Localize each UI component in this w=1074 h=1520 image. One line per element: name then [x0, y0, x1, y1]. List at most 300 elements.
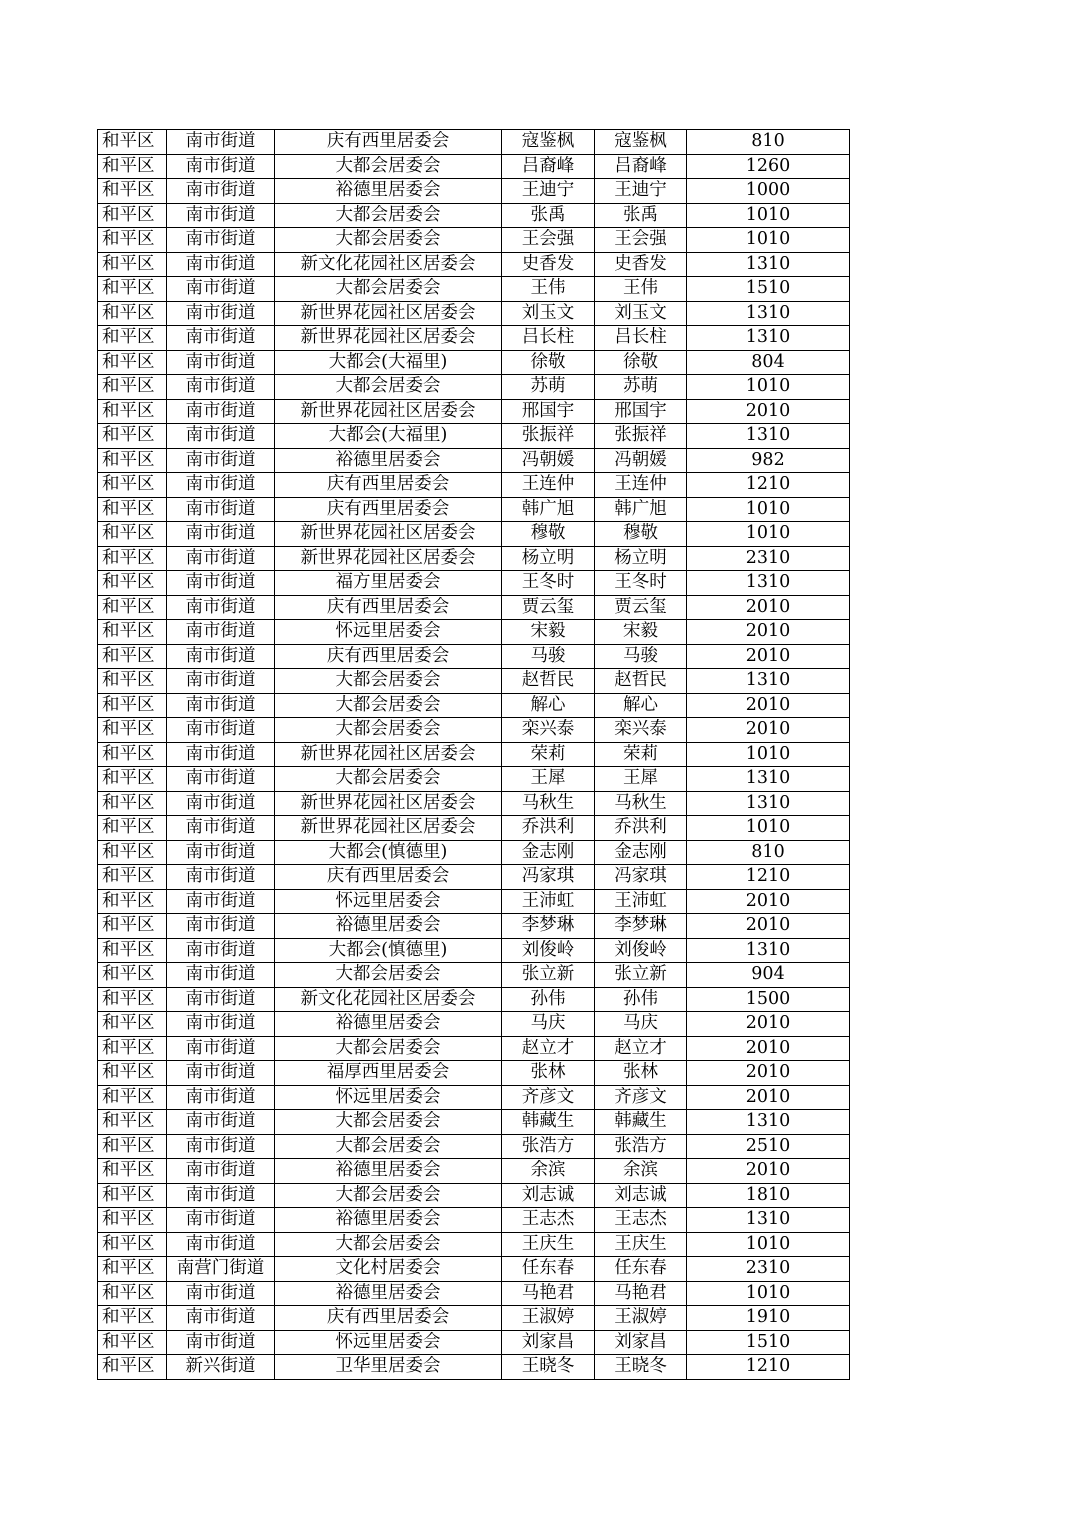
district-cell: 和平区 [98, 301, 167, 326]
street-cell: 南市街道 [167, 644, 275, 669]
name-cell: 王迪宁 [502, 179, 595, 204]
amount-cell: 2010 [687, 595, 850, 620]
community-cell: 大都会居委会 [275, 767, 502, 792]
table-row [98, 914, 850, 939]
district-cell: 和平区 [98, 1085, 167, 1110]
community-cell: 新世界花园社区居委会 [275, 816, 502, 841]
amount-cell: 2310 [687, 546, 850, 571]
recipient-cell: 赵立才 [595, 1036, 687, 1061]
district-cell: 和平区 [98, 375, 167, 400]
community-cell: 裕德里居委会 [275, 1159, 502, 1184]
district-cell: 和平区 [98, 473, 167, 498]
name-cell: 王淑婷 [502, 1306, 595, 1331]
community-cell: 怀远里居委会 [275, 1085, 502, 1110]
table-row [98, 546, 850, 571]
district-cell: 和平区 [98, 816, 167, 841]
recipient-cell: 吕长柱 [595, 326, 687, 351]
name-cell: 赵立才 [502, 1036, 595, 1061]
amount-cell: 2010 [687, 914, 850, 939]
recipient-cell: 余滨 [595, 1159, 687, 1184]
district-cell: 和平区 [98, 1159, 167, 1184]
district-cell: 和平区 [98, 546, 167, 571]
name-cell: 余滨 [502, 1159, 595, 1184]
name-cell: 韩广旭 [502, 497, 595, 522]
community-cell: 大都会居委会 [275, 203, 502, 228]
amount-cell: 2010 [687, 399, 850, 424]
name-cell: 马庆 [502, 1012, 595, 1037]
name-cell: 苏萌 [502, 375, 595, 400]
name-cell: 王伟 [502, 277, 595, 302]
amount-cell: 2010 [687, 620, 850, 645]
name-cell: 王志杰 [502, 1208, 595, 1233]
district-cell: 和平区 [98, 1257, 167, 1282]
street-cell: 南市街道 [167, 326, 275, 351]
amount-cell: 1010 [687, 742, 850, 767]
community-cell: 新世界花园社区居委会 [275, 546, 502, 571]
community-cell: 庆有西里居委会 [275, 865, 502, 890]
street-cell: 南市街道 [167, 620, 275, 645]
name-cell: 穆敬 [502, 522, 595, 547]
district-cell: 和平区 [98, 1306, 167, 1331]
street-cell: 新兴街道 [167, 1355, 275, 1380]
district-cell: 和平区 [98, 865, 167, 890]
recipient-cell: 邢国宇 [595, 399, 687, 424]
table-row [98, 767, 850, 792]
table-row [98, 350, 850, 375]
recipient-cell: 赵哲民 [595, 669, 687, 694]
recipient-cell: 冯家琪 [595, 865, 687, 890]
amount-cell: 1010 [687, 1232, 850, 1257]
name-cell: 金志刚 [502, 840, 595, 865]
name-cell: 徐敬 [502, 350, 595, 375]
district-cell: 和平区 [98, 1330, 167, 1355]
recipient-cell: 刘志诚 [595, 1183, 687, 1208]
name-cell: 宋毅 [502, 620, 595, 645]
table-row [98, 522, 850, 547]
amount-cell: 1510 [687, 1330, 850, 1355]
name-cell: 寇鉴枫 [502, 130, 595, 155]
community-cell: 大都会居委会 [275, 277, 502, 302]
amount-cell: 1910 [687, 1306, 850, 1331]
community-cell: 怀远里居委会 [275, 1330, 502, 1355]
amount-cell: 1310 [687, 424, 850, 449]
street-cell: 南市街道 [167, 571, 275, 596]
district-cell: 和平区 [98, 203, 167, 228]
street-cell: 南市街道 [167, 816, 275, 841]
name-cell: 赵哲民 [502, 669, 595, 694]
amount-cell: 1210 [687, 1355, 850, 1380]
name-cell: 王庆生 [502, 1232, 595, 1257]
district-cell: 和平区 [98, 595, 167, 620]
table-row [98, 669, 850, 694]
recipient-cell: 孙伟 [595, 987, 687, 1012]
community-cell: 文化村居委会 [275, 1257, 502, 1282]
recipient-cell: 苏萌 [595, 375, 687, 400]
table-row [98, 1012, 850, 1037]
street-cell: 南市街道 [167, 718, 275, 743]
amount-cell: 904 [687, 963, 850, 988]
amount-cell: 1310 [687, 301, 850, 326]
amount-cell: 2510 [687, 1134, 850, 1159]
amount-cell: 1010 [687, 375, 850, 400]
community-cell: 新世界花园社区居委会 [275, 399, 502, 424]
street-cell: 南市街道 [167, 424, 275, 449]
recipient-cell: 杨立明 [595, 546, 687, 571]
street-cell: 南市街道 [167, 669, 275, 694]
table-row [98, 399, 850, 424]
name-cell: 任东春 [502, 1257, 595, 1282]
name-cell: 王冬时 [502, 571, 595, 596]
recipient-cell: 王会强 [595, 228, 687, 253]
recipient-cell: 解心 [595, 693, 687, 718]
recipient-cell: 贾云玺 [595, 595, 687, 620]
community-cell: 庆有西里居委会 [275, 473, 502, 498]
street-cell: 南市街道 [167, 1085, 275, 1110]
community-cell: 大都会居委会 [275, 1134, 502, 1159]
street-cell: 南市街道 [167, 595, 275, 620]
name-cell: 张振祥 [502, 424, 595, 449]
table-row [98, 326, 850, 351]
district-cell: 和平区 [98, 987, 167, 1012]
amount-cell: 982 [687, 448, 850, 473]
amount-cell: 1510 [687, 277, 850, 302]
district-cell: 和平区 [98, 448, 167, 473]
name-cell: 吕裔峰 [502, 154, 595, 179]
amount-cell: 2010 [687, 1012, 850, 1037]
recipient-cell: 荣莉 [595, 742, 687, 767]
street-cell: 南市街道 [167, 1306, 275, 1331]
name-cell: 张立新 [502, 963, 595, 988]
community-cell: 新世界花园社区居委会 [275, 301, 502, 326]
street-cell: 南市街道 [167, 889, 275, 914]
table-row [98, 791, 850, 816]
district-cell: 和平区 [98, 620, 167, 645]
amount-cell: 1310 [687, 571, 850, 596]
recipient-cell: 栾兴泰 [595, 718, 687, 743]
community-cell: 大都会居委会 [275, 718, 502, 743]
street-cell: 南市街道 [167, 1110, 275, 1135]
street-cell: 南市街道 [167, 938, 275, 963]
recipient-cell: 刘俊岭 [595, 938, 687, 963]
name-cell: 孙伟 [502, 987, 595, 1012]
table-row [98, 987, 850, 1012]
community-cell: 大都会(大福里) [275, 424, 502, 449]
district-cell: 和平区 [98, 1110, 167, 1135]
street-cell: 南市街道 [167, 252, 275, 277]
table-row [98, 179, 850, 204]
community-cell: 大都会居委会 [275, 669, 502, 694]
community-cell: 福方里居委会 [275, 571, 502, 596]
district-cell: 和平区 [98, 571, 167, 596]
recipient-cell: 张禹 [595, 203, 687, 228]
recipient-cell: 张浩方 [595, 1134, 687, 1159]
community-cell: 怀远里居委会 [275, 620, 502, 645]
name-cell: 邢国宇 [502, 399, 595, 424]
name-cell: 杨立明 [502, 546, 595, 571]
table-row [98, 252, 850, 277]
district-cell: 和平区 [98, 791, 167, 816]
table-row [98, 1085, 850, 1110]
community-cell: 裕德里居委会 [275, 1208, 502, 1233]
district-cell: 和平区 [98, 669, 167, 694]
amount-cell: 1500 [687, 987, 850, 1012]
street-cell: 南市街道 [167, 473, 275, 498]
street-cell: 南市街道 [167, 1232, 275, 1257]
amount-cell: 1010 [687, 1281, 850, 1306]
amount-cell: 1310 [687, 1110, 850, 1135]
name-cell: 刘玉文 [502, 301, 595, 326]
street-cell: 南市街道 [167, 179, 275, 204]
name-cell: 荣莉 [502, 742, 595, 767]
recipient-cell: 马庆 [595, 1012, 687, 1037]
table-row [98, 620, 850, 645]
table-row [98, 840, 850, 865]
table-body [98, 130, 850, 1380]
amount-cell: 2010 [687, 1036, 850, 1061]
community-cell: 裕德里居委会 [275, 914, 502, 939]
table-row [98, 1232, 850, 1257]
recipient-cell: 王志杰 [595, 1208, 687, 1233]
community-cell: 庆有西里居委会 [275, 130, 502, 155]
table-row [98, 816, 850, 841]
recipient-cell: 韩广旭 [595, 497, 687, 522]
street-cell: 南市街道 [167, 865, 275, 890]
table-row [98, 228, 850, 253]
name-cell: 王沛虹 [502, 889, 595, 914]
district-cell: 和平区 [98, 522, 167, 547]
recipient-cell: 张立新 [595, 963, 687, 988]
district-cell: 和平区 [98, 644, 167, 669]
district-cell: 和平区 [98, 1061, 167, 1086]
table-row [98, 1183, 850, 1208]
table-row [98, 1061, 850, 1086]
street-cell: 南市街道 [167, 522, 275, 547]
community-cell: 大都会居委会 [275, 154, 502, 179]
name-cell: 张禹 [502, 203, 595, 228]
name-cell: 乔洪利 [502, 816, 595, 841]
district-cell: 和平区 [98, 228, 167, 253]
amount-cell: 1210 [687, 865, 850, 890]
data-table [97, 129, 850, 1380]
name-cell: 王晓冬 [502, 1355, 595, 1380]
street-cell: 南市街道 [167, 1159, 275, 1184]
recipient-cell: 王连仲 [595, 473, 687, 498]
recipient-cell: 张林 [595, 1061, 687, 1086]
street-cell: 南市街道 [167, 914, 275, 939]
name-cell: 冯朝媛 [502, 448, 595, 473]
street-cell: 南市街道 [167, 1061, 275, 1086]
district-cell: 和平区 [98, 1012, 167, 1037]
community-cell: 庆有西里居委会 [275, 497, 502, 522]
table-row [98, 203, 850, 228]
recipient-cell: 齐彦文 [595, 1085, 687, 1110]
amount-cell: 2310 [687, 1257, 850, 1282]
street-cell: 南市街道 [167, 277, 275, 302]
recipient-cell: 王伟 [595, 277, 687, 302]
table-row [98, 1355, 850, 1380]
community-cell: 庆有西里居委会 [275, 595, 502, 620]
recipient-cell: 王沛虹 [595, 889, 687, 914]
recipient-cell: 李梦琳 [595, 914, 687, 939]
street-cell: 南市街道 [167, 228, 275, 253]
table-row [98, 595, 850, 620]
district-cell: 和平区 [98, 1208, 167, 1233]
district-cell: 和平区 [98, 693, 167, 718]
street-cell: 南市街道 [167, 301, 275, 326]
amount-cell: 1010 [687, 816, 850, 841]
community-cell: 裕德里居委会 [275, 1281, 502, 1306]
table-row [98, 865, 850, 890]
table-row [98, 1306, 850, 1331]
recipient-cell: 王迪宁 [595, 179, 687, 204]
recipient-cell: 宋毅 [595, 620, 687, 645]
name-cell: 栾兴泰 [502, 718, 595, 743]
name-cell: 王犀 [502, 767, 595, 792]
district-cell: 和平区 [98, 742, 167, 767]
recipient-cell: 王庆生 [595, 1232, 687, 1257]
street-cell: 南营门街道 [167, 1257, 275, 1282]
street-cell: 南市街道 [167, 399, 275, 424]
district-cell: 和平区 [98, 179, 167, 204]
recipient-cell: 王冬时 [595, 571, 687, 596]
amount-cell: 1310 [687, 767, 850, 792]
street-cell: 南市街道 [167, 203, 275, 228]
recipient-cell: 史香发 [595, 252, 687, 277]
community-cell: 大都会居委会 [275, 693, 502, 718]
table-row [98, 742, 850, 767]
name-cell: 马骏 [502, 644, 595, 669]
recipient-cell: 王淑婷 [595, 1306, 687, 1331]
amount-cell: 2010 [687, 1085, 850, 1110]
name-cell: 张浩方 [502, 1134, 595, 1159]
amount-cell: 810 [687, 130, 850, 155]
district-cell: 和平区 [98, 252, 167, 277]
street-cell: 南市街道 [167, 767, 275, 792]
community-cell: 大都会居委会 [275, 1232, 502, 1257]
table-row [98, 1110, 850, 1135]
name-cell: 解心 [502, 693, 595, 718]
name-cell: 李梦琳 [502, 914, 595, 939]
name-cell: 王会强 [502, 228, 595, 253]
amount-cell: 2010 [687, 889, 850, 914]
community-cell: 裕德里居委会 [275, 179, 502, 204]
district-cell: 和平区 [98, 1036, 167, 1061]
amount-cell: 1000 [687, 179, 850, 204]
community-cell: 裕德里居委会 [275, 448, 502, 473]
amount-cell: 1010 [687, 228, 850, 253]
street-cell: 南市街道 [167, 375, 275, 400]
community-cell: 大都会居委会 [275, 228, 502, 253]
table-row [98, 375, 850, 400]
community-cell: 怀远里居委会 [275, 889, 502, 914]
table-row [98, 424, 850, 449]
recipient-cell: 乔洪利 [595, 816, 687, 841]
table-row [98, 938, 850, 963]
table-row [98, 1208, 850, 1233]
amount-cell: 804 [687, 350, 850, 375]
street-cell: 南市街道 [167, 1183, 275, 1208]
amount-cell: 1310 [687, 252, 850, 277]
name-cell: 齐彦文 [502, 1085, 595, 1110]
district-cell: 和平区 [98, 399, 167, 424]
table-row [98, 1281, 850, 1306]
community-cell: 裕德里居委会 [275, 1012, 502, 1037]
amount-cell: 1310 [687, 669, 850, 694]
name-cell: 马秋生 [502, 791, 595, 816]
street-cell: 南市街道 [167, 448, 275, 473]
amount-cell: 1210 [687, 473, 850, 498]
community-cell: 新世界花园社区居委会 [275, 742, 502, 767]
name-cell: 张林 [502, 1061, 595, 1086]
recipient-cell: 徐敬 [595, 350, 687, 375]
recipient-cell: 王犀 [595, 767, 687, 792]
amount-cell: 2010 [687, 1061, 850, 1086]
amount-cell: 1310 [687, 791, 850, 816]
district-cell: 和平区 [98, 130, 167, 155]
community-cell: 新世界花园社区居委会 [275, 522, 502, 547]
table-row [98, 1036, 850, 1061]
amount-cell: 1010 [687, 203, 850, 228]
table-row [98, 130, 850, 155]
amount-cell: 2010 [687, 1159, 850, 1184]
table-row [98, 889, 850, 914]
name-cell: 冯家琪 [502, 865, 595, 890]
street-cell: 南市街道 [167, 693, 275, 718]
table-row [98, 497, 850, 522]
street-cell: 南市街道 [167, 546, 275, 571]
community-cell: 大都会居委会 [275, 1183, 502, 1208]
recipient-cell: 马秋生 [595, 791, 687, 816]
table-row [98, 1159, 850, 1184]
recipient-cell: 金志刚 [595, 840, 687, 865]
community-cell: 大都会居委会 [275, 375, 502, 400]
recipient-cell: 马骏 [595, 644, 687, 669]
community-cell: 庆有西里居委会 [275, 1306, 502, 1331]
table-row [98, 1257, 850, 1282]
table-row [98, 693, 850, 718]
community-cell: 大都会居委会 [275, 963, 502, 988]
recipient-cell: 刘家昌 [595, 1330, 687, 1355]
table-row [98, 301, 850, 326]
recipient-cell: 吕裔峰 [595, 154, 687, 179]
community-cell: 新文化花园社区居委会 [275, 252, 502, 277]
name-cell: 韩藏生 [502, 1110, 595, 1135]
community-cell: 大都会居委会 [275, 1110, 502, 1135]
community-cell: 新文化花园社区居委会 [275, 987, 502, 1012]
amount-cell: 2010 [687, 644, 850, 669]
district-cell: 和平区 [98, 277, 167, 302]
recipient-cell: 寇鉴枫 [595, 130, 687, 155]
recipient-cell: 冯朝媛 [595, 448, 687, 473]
amount-cell: 1810 [687, 1183, 850, 1208]
community-cell: 大都会(大福里) [275, 350, 502, 375]
street-cell: 南市街道 [167, 840, 275, 865]
name-cell: 史香发 [502, 252, 595, 277]
amount-cell: 810 [687, 840, 850, 865]
district-cell: 和平区 [98, 938, 167, 963]
street-cell: 南市街道 [167, 791, 275, 816]
table-row [98, 154, 850, 179]
street-cell: 南市街道 [167, 130, 275, 155]
street-cell: 南市街道 [167, 1330, 275, 1355]
district-cell: 和平区 [98, 1183, 167, 1208]
amount-cell: 2010 [687, 718, 850, 743]
amount-cell: 1310 [687, 1208, 850, 1233]
community-cell: 卫华里居委会 [275, 1355, 502, 1380]
street-cell: 南市街道 [167, 1036, 275, 1061]
street-cell: 南市街道 [167, 1012, 275, 1037]
recipient-cell: 任东春 [595, 1257, 687, 1282]
